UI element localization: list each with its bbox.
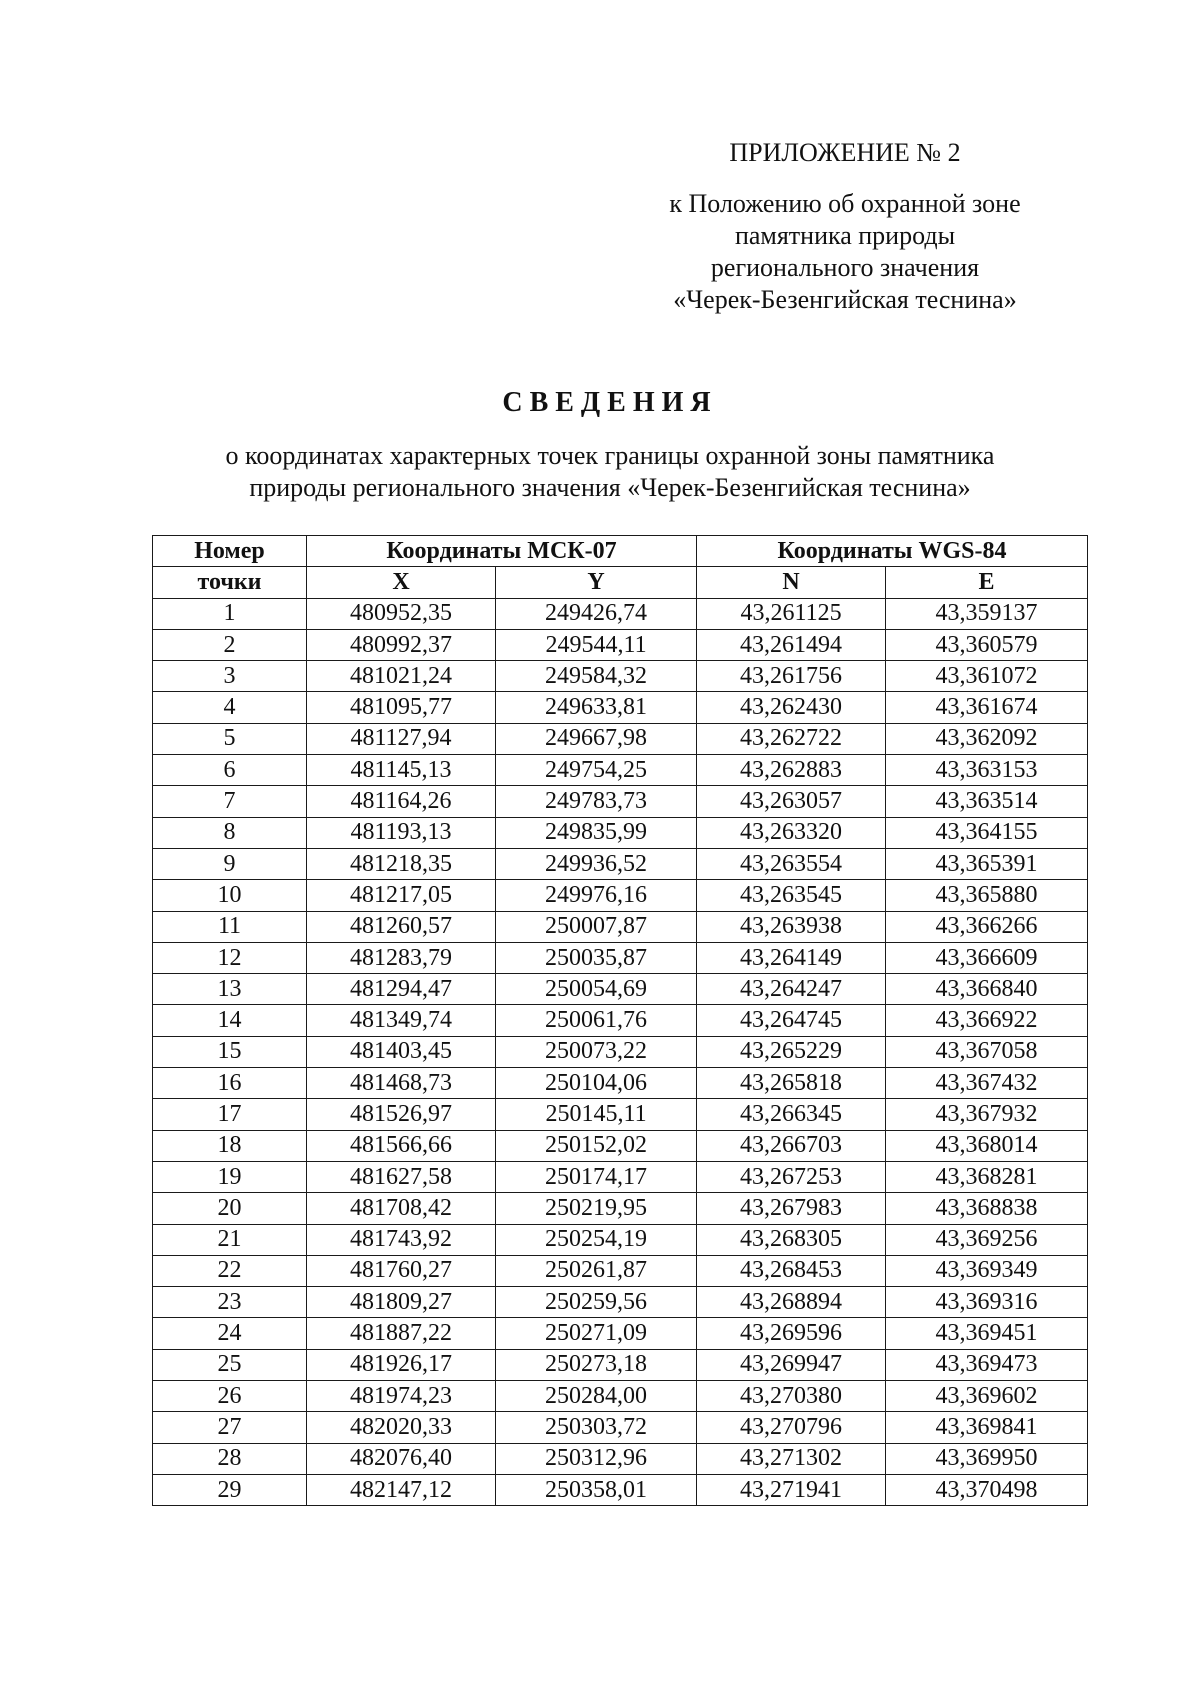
cell-y: 250145,11 <box>496 1099 697 1130</box>
table-row <box>153 880 1088 911</box>
cell-point-number: 2 <box>153 629 307 660</box>
cell-point-number: 24 <box>153 1318 307 1349</box>
cell-point-number: 7 <box>153 786 307 817</box>
cell-n: 43,261756 <box>697 661 886 692</box>
cell-y: 250273,18 <box>496 1349 697 1380</box>
cell-point-number: 18 <box>153 1130 307 1161</box>
table-row <box>153 1255 1088 1286</box>
table-row <box>153 786 1088 817</box>
cell-point-number: 3 <box>153 661 307 692</box>
cell-y: 250303,72 <box>496 1412 697 1443</box>
cell-e: 43,367932 <box>886 1099 1088 1130</box>
cell-e: 43,370498 <box>886 1474 1088 1505</box>
cell-x: 481095,77 <box>307 692 496 723</box>
cell-x: 480992,37 <box>307 629 496 660</box>
cell-e: 43,369316 <box>886 1287 1088 1318</box>
column-x-header: X <box>307 567 496 598</box>
table-row <box>153 692 1088 723</box>
cell-n: 43,263320 <box>697 817 886 848</box>
cell-x: 481809,27 <box>307 1287 496 1318</box>
cell-y: 249667,98 <box>496 723 697 754</box>
cell-y: 250271,09 <box>496 1318 697 1349</box>
table-row <box>153 911 1088 942</box>
cell-e: 43,369841 <box>886 1412 1088 1443</box>
cell-x: 482147,12 <box>307 1474 496 1505</box>
cell-y: 249976,16 <box>496 880 697 911</box>
cell-x: 481468,73 <box>307 1068 496 1099</box>
cell-x: 481283,79 <box>307 942 496 973</box>
column-y-header: Y <box>496 567 697 598</box>
cell-point-number: 1 <box>153 598 307 629</box>
cell-x: 481526,97 <box>307 1099 496 1130</box>
document-heading: СВЕДЕНИЯ <box>502 387 718 418</box>
cell-x: 481164,26 <box>307 786 496 817</box>
cell-n: 43,261494 <box>697 629 886 660</box>
table-row <box>153 661 1088 692</box>
point-number-header-2 <box>153 567 307 598</box>
cell-e: 43,369451 <box>886 1318 1088 1349</box>
cell-point-number: 21 <box>153 1224 307 1255</box>
cell-n: 43,264745 <box>697 1005 886 1036</box>
cell-e: 43,364155 <box>886 817 1088 848</box>
cell-e: 43,369256 <box>886 1224 1088 1255</box>
column-n-header: N <box>697 567 886 598</box>
cell-n: 43,270796 <box>697 1412 886 1443</box>
msk-header: Координаты МСК-07 <box>307 536 697 567</box>
document-subtitle <box>150 440 1070 504</box>
cell-e: 43,369602 <box>886 1381 1088 1412</box>
cell-e: 43,369473 <box>886 1349 1088 1380</box>
cell-n: 43,265229 <box>697 1036 886 1067</box>
table-row <box>153 629 1088 660</box>
table-row <box>153 848 1088 879</box>
subtitle-line-1: о координатах характерных точек границы охранной зоны памятника <box>225 441 995 470</box>
cell-y: 250312,96 <box>496 1443 697 1474</box>
cell-e: 43,359137 <box>886 598 1088 629</box>
cell-y: 249783,73 <box>496 786 697 817</box>
table-row <box>153 1036 1088 1067</box>
cell-n: 43,262722 <box>697 723 886 754</box>
cell-point-number: 15 <box>153 1036 307 1067</box>
appendix-line: памятника природы <box>734 221 956 250</box>
cell-n: 43,268894 <box>697 1287 886 1318</box>
cell-n: 43,263554 <box>697 848 886 879</box>
cell-x: 481627,58 <box>307 1161 496 1192</box>
cell-n: 43,268453 <box>697 1255 886 1286</box>
cell-y: 250054,69 <box>496 974 697 1005</box>
point-number-header <box>153 536 307 567</box>
cell-point-number: 19 <box>153 1161 307 1192</box>
cell-point-number: 29 <box>153 1474 307 1505</box>
appendix-title: ПРИЛОЖЕНИЕ № 2 <box>729 138 961 167</box>
point-number-header-line-2: точки <box>197 568 262 595</box>
appendix-line: регионального значения <box>710 253 980 282</box>
cell-y: 250061,76 <box>496 1005 697 1036</box>
cell-y: 249584,32 <box>496 661 697 692</box>
cell-y: 249544,11 <box>496 629 697 660</box>
cell-x: 481127,94 <box>307 723 496 754</box>
cell-e: 43,366922 <box>886 1005 1088 1036</box>
cell-y: 249754,25 <box>496 755 697 786</box>
table-row <box>153 1068 1088 1099</box>
cell-x: 481349,74 <box>307 1005 496 1036</box>
cell-y: 250259,56 <box>496 1287 697 1318</box>
cell-n: 43,269596 <box>697 1318 886 1349</box>
cell-y: 250254,19 <box>496 1224 697 1255</box>
cell-y: 249633,81 <box>496 692 697 723</box>
cell-x: 482076,40 <box>307 1443 496 1474</box>
table-row <box>153 1193 1088 1224</box>
appendix-line: к Положению об охранной зоне <box>669 189 1021 218</box>
table-row <box>153 974 1088 1005</box>
cell-y: 250284,00 <box>496 1381 697 1412</box>
cell-n: 43,271941 <box>697 1474 886 1505</box>
cell-x: 481021,24 <box>307 661 496 692</box>
cell-n: 43,263938 <box>697 911 886 942</box>
cell-point-number: 23 <box>153 1287 307 1318</box>
cell-n: 43,269947 <box>697 1349 886 1380</box>
cell-y: 250174,17 <box>496 1161 697 1192</box>
cell-x: 481403,45 <box>307 1036 496 1067</box>
cell-n: 43,267253 <box>697 1161 886 1192</box>
table-row <box>153 723 1088 754</box>
cell-y: 249426,74 <box>496 598 697 629</box>
coordinates-table <box>152 535 1088 1506</box>
cell-n: 43,264247 <box>697 974 886 1005</box>
cell-y: 249936,52 <box>496 848 697 879</box>
table-row <box>153 598 1088 629</box>
cell-e: 43,362092 <box>886 723 1088 754</box>
cell-point-number: 5 <box>153 723 307 754</box>
table-body <box>153 598 1088 1506</box>
cell-y: 250358,01 <box>496 1474 697 1505</box>
cell-point-number: 27 <box>153 1412 307 1443</box>
cell-n: 43,264149 <box>697 942 886 973</box>
cell-point-number: 22 <box>153 1255 307 1286</box>
cell-e: 43,366609 <box>886 942 1088 973</box>
cell-e: 43,366266 <box>886 911 1088 942</box>
cell-x: 481145,13 <box>307 755 496 786</box>
cell-x: 481218,35 <box>307 848 496 879</box>
table-row <box>153 755 1088 786</box>
cell-x: 481926,17 <box>307 1349 496 1380</box>
cell-point-number: 14 <box>153 1005 307 1036</box>
cell-point-number: 10 <box>153 880 307 911</box>
cell-x: 481193,13 <box>307 817 496 848</box>
header-row <box>153 567 1088 598</box>
cell-n: 43,266345 <box>697 1099 886 1130</box>
wgs-header: Координаты WGS-84 <box>697 536 1088 567</box>
table-row <box>153 1474 1088 1505</box>
cell-x: 481294,47 <box>307 974 496 1005</box>
cell-n: 43,263545 <box>697 880 886 911</box>
table-row <box>153 1412 1088 1443</box>
cell-n: 43,265818 <box>697 1068 886 1099</box>
appendix-block <box>640 136 1050 316</box>
cell-e: 43,365880 <box>886 880 1088 911</box>
cell-e: 43,368014 <box>886 1130 1088 1161</box>
cell-e: 43,363153 <box>886 755 1088 786</box>
cell-e: 43,360579 <box>886 629 1088 660</box>
cell-point-number: 4 <box>153 692 307 723</box>
cell-n: 43,263057 <box>697 786 886 817</box>
table-row <box>153 1005 1088 1036</box>
cell-n: 43,271302 <box>697 1443 886 1474</box>
cell-n: 43,262883 <box>697 755 886 786</box>
cell-e: 43,363514 <box>886 786 1088 817</box>
cell-n: 43,261125 <box>697 598 886 629</box>
cell-n: 43,268305 <box>697 1224 886 1255</box>
table-row <box>153 1349 1088 1380</box>
cell-e: 43,366840 <box>886 974 1088 1005</box>
cell-point-number: 11 <box>153 911 307 942</box>
cell-e: 43,368281 <box>886 1161 1088 1192</box>
cell-x: 482020,33 <box>307 1412 496 1443</box>
cell-e: 43,369349 <box>886 1255 1088 1286</box>
cell-n: 43,270380 <box>697 1381 886 1412</box>
table-row <box>153 1130 1088 1161</box>
cell-x: 481887,22 <box>307 1318 496 1349</box>
table-row <box>153 1099 1088 1130</box>
table-row <box>153 817 1088 848</box>
cell-y: 250035,87 <box>496 942 697 973</box>
cell-point-number: 17 <box>153 1099 307 1130</box>
cell-y: 250073,22 <box>496 1036 697 1067</box>
table-row <box>153 1161 1088 1192</box>
table-row <box>153 1287 1088 1318</box>
cell-x: 481217,05 <box>307 880 496 911</box>
cell-e: 43,369950 <box>886 1443 1088 1474</box>
cell-y: 250261,87 <box>496 1255 697 1286</box>
cell-y: 249835,99 <box>496 817 697 848</box>
table-header <box>153 536 1088 599</box>
cell-n: 43,267983 <box>697 1193 886 1224</box>
cell-point-number: 20 <box>153 1193 307 1224</box>
column-e-header: E <box>886 567 1088 598</box>
header-row <box>153 536 1088 567</box>
appendix-line: «Черек-Безенгийская теснина» <box>673 285 1017 314</box>
cell-e: 43,361072 <box>886 661 1088 692</box>
cell-n: 43,266703 <box>697 1130 886 1161</box>
cell-point-number: 8 <box>153 817 307 848</box>
table-row <box>153 1318 1088 1349</box>
table-row <box>153 1381 1088 1412</box>
cell-e: 43,361674 <box>886 692 1088 723</box>
table-row <box>153 1443 1088 1474</box>
cell-point-number: 9 <box>153 848 307 879</box>
subtitle-line-2: природы регионального значения «Черек-Безенгийская теснина» <box>249 473 971 502</box>
cell-point-number: 13 <box>153 974 307 1005</box>
table-row <box>153 942 1088 973</box>
cell-x: 481708,42 <box>307 1193 496 1224</box>
cell-point-number: 12 <box>153 942 307 973</box>
cell-point-number: 16 <box>153 1068 307 1099</box>
cell-x: 481260,57 <box>307 911 496 942</box>
cell-e: 43,368838 <box>886 1193 1088 1224</box>
cell-y: 250219,95 <box>496 1193 697 1224</box>
cell-point-number: 26 <box>153 1381 307 1412</box>
cell-x: 481743,92 <box>307 1224 496 1255</box>
table-row <box>153 1224 1088 1255</box>
cell-point-number: 28 <box>153 1443 307 1474</box>
cell-y: 250104,06 <box>496 1068 697 1099</box>
cell-x: 481566,66 <box>307 1130 496 1161</box>
cell-x: 481974,23 <box>307 1381 496 1412</box>
cell-e: 43,367058 <box>886 1036 1088 1067</box>
cell-n: 43,262430 <box>697 692 886 723</box>
cell-e: 43,365391 <box>886 848 1088 879</box>
cell-x: 480952,35 <box>307 598 496 629</box>
point-number-header-line-1: Номер <box>194 537 265 564</box>
cell-e: 43,367432 <box>886 1068 1088 1099</box>
cell-point-number: 6 <box>153 755 307 786</box>
cell-y: 250152,02 <box>496 1130 697 1161</box>
cell-y: 250007,87 <box>496 911 697 942</box>
cell-point-number: 25 <box>153 1349 307 1380</box>
cell-x: 481760,27 <box>307 1255 496 1286</box>
